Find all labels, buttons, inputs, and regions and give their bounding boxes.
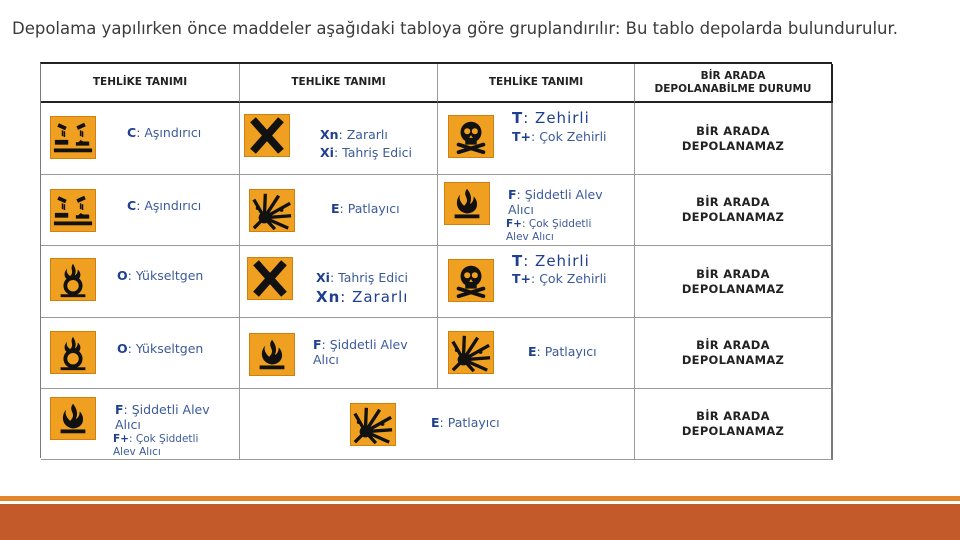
- hazard-label: T+: Çok Zehirli: [512, 271, 607, 286]
- table-cell: [240, 246, 438, 318]
- table-cell: [240, 318, 438, 389]
- hazard-label: F: Şiddetli Alev Alıcı: [313, 337, 408, 367]
- slide-title: Depolama yapılırken önce maddeler aşağıdaki tabloya göre gruplandırılır: Bu tablo depolarda bulundurulur.: [12, 19, 899, 38]
- header-hazard-1: [41, 64, 240, 103]
- skull-crossbones-icon: [448, 115, 494, 158]
- hazard-label: Xn: Zararlı: [320, 127, 388, 142]
- hazard-label: O: Yükseltgen: [117, 341, 204, 356]
- status-text: BİR ARADA DEPOLANAMAZ: [681, 266, 785, 296]
- hazard-label: E: Patlayıcı: [431, 415, 500, 430]
- storage-status-cell: [635, 246, 833, 318]
- table-cell: [438, 318, 635, 389]
- explosive-icon: [249, 189, 295, 232]
- table-cell: [438, 246, 635, 318]
- hazard-label: F: Şiddetli Alev Alıcı: [115, 402, 210, 432]
- table-cell: [240, 103, 438, 175]
- table-cell: [41, 246, 240, 318]
- hazard-label: T: Zehirli: [512, 109, 590, 127]
- hazard-label: Xi: Tahriş Edici: [316, 270, 409, 285]
- hazard-label: T: Zehirli: [512, 252, 590, 270]
- hazard-label: E: Patlayıcı: [331, 201, 400, 216]
- flame-icon: [50, 397, 96, 440]
- footer-accent-line: [0, 496, 960, 501]
- corrosive-icon: [50, 116, 96, 159]
- hazard-label: Xi: Tahriş Edici: [320, 145, 413, 160]
- harmful-x-icon: [244, 114, 290, 157]
- storage-status-cell: [635, 389, 833, 460]
- header-label: TEHLİKE TANIMI: [291, 76, 386, 89]
- status-text: BİR ARADA DEPOLANAMAZ: [681, 123, 785, 153]
- table-cell-merged: [240, 389, 635, 460]
- storage-status-cell: [635, 103, 833, 175]
- flame-icon: [444, 182, 490, 225]
- table-cell: [41, 389, 240, 460]
- status-text: BİR ARADA DEPOLANAMAZ: [681, 338, 785, 367]
- hazard-label: F: Şiddetli Alev Alıcı: [508, 187, 603, 217]
- hazard-label: F+: Çok Şiddetli Alev Alıcı: [506, 218, 592, 243]
- footer-bar: [0, 504, 960, 540]
- header-label: BİR ARADA DEPOLANABİLME DURUMU: [654, 70, 812, 95]
- table-cell: [240, 175, 438, 246]
- header-storage-status: [635, 64, 833, 103]
- status-text: BİR ARADA DEPOLANAMAZ: [681, 195, 785, 224]
- hazard-label: C: Aşındırıcı: [127, 198, 202, 213]
- hazard-label: E: Patlayıcı: [528, 344, 597, 359]
- harmful-x-icon: [247, 257, 293, 300]
- flame-icon: [249, 333, 295, 376]
- header-label: TEHLİKE TANIMI: [488, 76, 584, 89]
- skull-crossbones-icon: [448, 259, 494, 302]
- hazard-label: Xn: Zararlı: [316, 288, 409, 306]
- header-label: TEHLİKE TANIMI: [92, 76, 188, 89]
- table-cell: [438, 103, 635, 175]
- status-text: BİR ARADA DEPOLANAMAZ: [681, 409, 785, 438]
- corrosive-icon: [50, 189, 96, 232]
- table-cell: [41, 318, 240, 389]
- hazard-label: F+: Çok Şiddetli Alev Alıcı: [113, 433, 199, 458]
- explosive-icon: [448, 331, 494, 374]
- header-hazard-3: [438, 64, 635, 103]
- table-cell: [438, 175, 635, 246]
- hazard-label: O: Yükseltgen: [117, 268, 204, 283]
- table-cell: [41, 103, 240, 175]
- oxidizer-icon: [50, 331, 96, 374]
- hazard-label: C: Aşındırıcı: [127, 125, 202, 140]
- table-cell: [41, 175, 240, 246]
- explosive-icon: [350, 403, 396, 446]
- storage-compatibility-table: [40, 62, 832, 458]
- hazard-label: T+: Çok Zehirli: [512, 129, 607, 144]
- oxidizer-icon: [50, 258, 96, 301]
- storage-status-cell: [635, 175, 833, 246]
- header-hazard-2: [240, 64, 438, 103]
- storage-status-cell: [635, 318, 833, 389]
